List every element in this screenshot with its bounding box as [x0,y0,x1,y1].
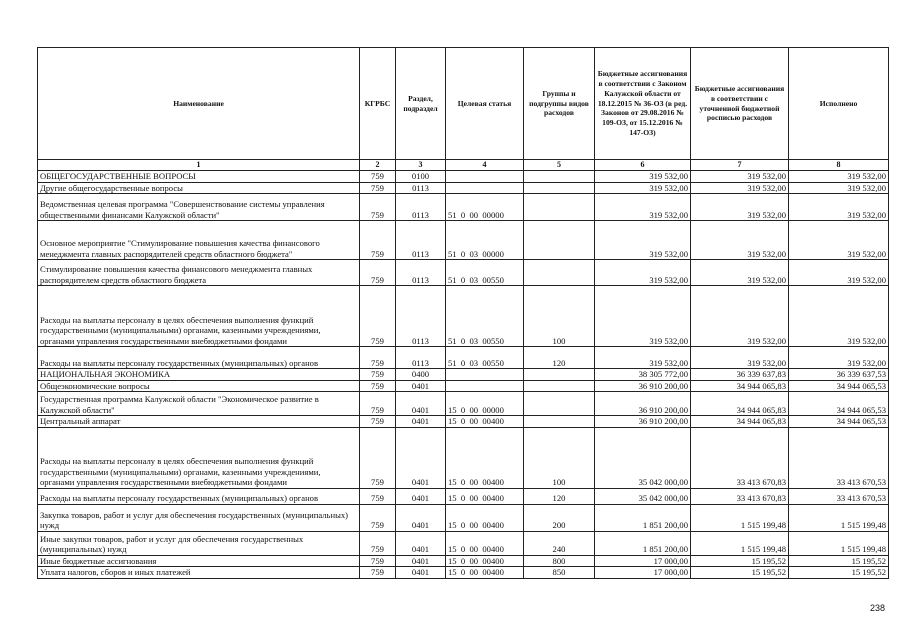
row-group [524,392,595,416]
column-number: 6 [595,160,691,171]
row-section: 0113 [396,260,446,286]
table-row [38,488,889,504]
table-row [38,347,889,369]
row-name: НАЦИОНАЛЬНАЯ ЭКОНОМИКА [38,369,360,381]
row-schedule-amount: 319 532,00 [691,171,789,183]
row-executed-amount: 319 532,00 [789,171,889,183]
row-schedule-amount: 319 532,00 [691,347,789,369]
row-schedule-amount: 319 532,00 [691,182,789,194]
row-target: 15 0 00 00400 [446,488,524,504]
row-law-amount: 319 532,00 [595,171,691,183]
row-law-amount: 38 305 772,00 [595,369,691,381]
row-section: 0401 [396,488,446,504]
row-kgrbs: 759 [360,260,396,286]
row-name: Другие общегосударственные вопросы [38,182,360,194]
header-section: Раздел, подраздел [396,48,446,160]
row-section: 0113 [396,194,446,221]
row-name: Расходы на выплаты персоналу в целях обеспечения выполнения функций государственными (муниципальными) органами, казенными учреждениями, органами управления государственными внебюджетными фондами [38,286,360,347]
row-section: 0113 [396,221,446,260]
row-executed-amount: 34 944 065,53 [789,380,889,392]
row-group: 200 [524,504,595,531]
row-executed-amount: 15 195,52 [789,567,889,579]
row-section: 0113 [396,182,446,194]
column-number: 7 [691,160,789,171]
row-target: 51 0 03 00550 [446,260,524,286]
row-executed-amount: 34 944 065,53 [789,392,889,416]
row-schedule-amount: 15 195,52 [691,567,789,579]
row-schedule-amount: 34 944 065,83 [691,416,789,428]
row-target [446,171,524,183]
row-kgrbs: 759 [360,392,396,416]
row-executed-amount: 319 532,00 [789,286,889,347]
row-group: 800 [524,555,595,567]
row-kgrbs: 759 [360,221,396,260]
row-group: 850 [524,567,595,579]
header-executed: Исполнено [789,48,889,160]
row-section: 0401 [396,531,446,555]
row-law-amount: 319 532,00 [595,347,691,369]
row-kgrbs: 759 [360,171,396,183]
row-group: 120 [524,488,595,504]
row-name: Общеэкономические вопросы [38,380,360,392]
row-section: 0400 [396,369,446,381]
row-schedule-amount: 1 515 199,48 [691,504,789,531]
row-executed-amount: 319 532,00 [789,347,889,369]
row-target: 15 0 00 00400 [446,427,524,488]
table-row [38,555,889,567]
row-name: Стимулирование повышения качества финансового менеджмента главных распорядителем средств областного бюджета [38,260,360,286]
row-schedule-amount: 319 532,00 [691,221,789,260]
column-number: 4 [446,160,524,171]
row-executed-amount: 36 339 637,53 [789,369,889,381]
table-row [38,416,889,428]
header-name: Наименование [38,48,360,160]
row-executed-amount: 319 532,00 [789,182,889,194]
row-section: 0113 [396,286,446,347]
header-groups: Группы и подгруппы видов расходов [524,48,595,160]
row-kgrbs: 759 [360,369,396,381]
row-schedule-amount: 33 413 670,83 [691,488,789,504]
row-law-amount: 319 532,00 [595,286,691,347]
row-name: Иные закупки товаров, работ и услуг для обеспечения государственных (муниципальных) нужд [38,531,360,555]
row-law-amount: 17 000,00 [595,567,691,579]
row-target: 51 0 03 00000 [446,221,524,260]
row-executed-amount: 319 532,00 [789,194,889,221]
row-target: 15 0 00 00400 [446,416,524,428]
row-law-amount: 36 910 200,00 [595,392,691,416]
row-law-amount: 35 042 000,00 [595,488,691,504]
row-section: 0401 [396,392,446,416]
row-law-amount: 36 910 200,00 [595,380,691,392]
column-number: 8 [789,160,889,171]
row-executed-amount: 1 515 199,48 [789,531,889,555]
row-group [524,182,595,194]
row-name: ОБЩЕГОСУДАРСТВЕННЫЕ ВОПРОСЫ [38,171,360,183]
row-section: 0401 [396,504,446,531]
table-row [38,369,889,381]
header-schedule-allocations: Бюджетные ассигнования в соответствии с уточненной бюджетной росписью расходов [691,48,789,160]
row-group: 240 [524,531,595,555]
row-group [524,194,595,221]
row-kgrbs: 759 [360,555,396,567]
row-executed-amount: 319 532,00 [789,260,889,286]
row-kgrbs: 759 [360,531,396,555]
table-row [38,504,889,531]
row-schedule-amount: 34 944 065,83 [691,392,789,416]
row-section: 0401 [396,380,446,392]
row-law-amount: 36 910 200,00 [595,416,691,428]
row-kgrbs: 759 [360,194,396,221]
row-schedule-amount: 319 532,00 [691,286,789,347]
row-target: 51 0 03 00550 [446,286,524,347]
row-name: Расходы на выплаты персоналу государственных (муниципальных) органов [38,488,360,504]
row-kgrbs: 759 [360,347,396,369]
row-name: Закупка товаров, работ и услуг для обеспечения государственных (муниципальных) нужд [38,504,360,531]
row-executed-amount: 319 532,00 [789,221,889,260]
row-law-amount: 319 532,00 [595,194,691,221]
row-target [446,380,524,392]
row-kgrbs: 759 [360,182,396,194]
row-name: Ведомственная целевая программа "Совершенствование системы управления общественными финансами Калужской области" [38,194,360,221]
column-number: 2 [360,160,396,171]
row-executed-amount: 1 515 199,48 [789,504,889,531]
row-target: 15 0 00 00000 [446,392,524,416]
row-target: 15 0 00 00400 [446,567,524,579]
row-target [446,369,524,381]
row-kgrbs: 759 [360,504,396,531]
row-executed-amount: 34 944 065,53 [789,416,889,428]
header-kgrbs: КГРБС [360,48,396,160]
table-row [38,531,889,555]
row-law-amount: 319 532,00 [595,221,691,260]
row-name: Основное мероприятие "Стимулирование повышения качества финансового менеджмента главных распорядителей средств областного бюджета" [38,221,360,260]
row-kgrbs: 759 [360,286,396,347]
table-row [38,567,889,579]
row-schedule-amount: 319 532,00 [691,260,789,286]
column-number: 3 [396,160,446,171]
row-group [524,369,595,381]
row-executed-amount: 33 413 670,53 [789,488,889,504]
row-group [524,380,595,392]
header-law-allocations: Бюджетные ассигнования в соответствии с Законом Калужской области от 18.12.2015 № 36-ОЗ (в ред. Законов от 29.08.2016 № 109-ОЗ, от 15.12.2016 № 147-ОЗ) [595,48,691,160]
row-name: Уплата налогов, сборов и иных платежей [38,567,360,579]
row-schedule-amount: 15 195,52 [691,555,789,567]
table-row [38,194,889,221]
row-kgrbs: 759 [360,488,396,504]
table-row [38,427,889,488]
row-law-amount: 1 851 200,00 [595,531,691,555]
row-kgrbs: 759 [360,380,396,392]
row-law-amount: 319 532,00 [595,260,691,286]
row-kgrbs: 759 [360,427,396,488]
table-row [38,221,889,260]
table-row [38,182,889,194]
row-kgrbs: 759 [360,567,396,579]
row-name: Иные бюджетные ассигнования [38,555,360,567]
row-target: 51 0 03 00550 [446,347,524,369]
row-target: 51 0 00 00000 [446,194,524,221]
row-section: 0401 [396,416,446,428]
table-row [38,171,889,183]
table-row [38,392,889,416]
row-group [524,221,595,260]
row-group: 100 [524,427,595,488]
row-schedule-amount: 36 339 637,83 [691,369,789,381]
row-group [524,416,595,428]
row-group: 120 [524,347,595,369]
row-name: Государственная программа Калужской области "Экономическое развитие в Калужской области" [38,392,360,416]
row-law-amount: 1 851 200,00 [595,504,691,531]
budget-table [37,47,889,579]
row-target: 15 0 00 00400 [446,531,524,555]
row-name: Центральный аппарат [38,416,360,428]
row-schedule-amount: 319 532,00 [691,194,789,221]
row-group [524,260,595,286]
table-row [38,286,889,347]
row-target [446,182,524,194]
column-number: 5 [524,160,595,171]
row-section: 0100 [396,171,446,183]
page-number: 238 [869,603,885,613]
row-executed-amount: 15 195,52 [789,555,889,567]
row-section: 0401 [396,567,446,579]
row-schedule-amount: 34 944 065,83 [691,380,789,392]
row-name: Расходы на выплаты персоналу в целях обеспечения выполнения функций государственными (муниципальными) органами, казенными учреждениями, органами управления государственными внебюджетными фондами [38,427,360,488]
header-target: Целевая статья [446,48,524,160]
row-schedule-amount: 1 515 199,48 [691,531,789,555]
row-kgrbs: 759 [360,416,396,428]
row-target: 15 0 00 00400 [446,555,524,567]
row-group [524,171,595,183]
row-law-amount: 35 042 000,00 [595,427,691,488]
table-row [38,380,889,392]
row-law-amount: 17 000,00 [595,555,691,567]
row-section: 0401 [396,427,446,488]
row-section: 0401 [396,555,446,567]
row-law-amount: 319 532,00 [595,182,691,194]
row-target: 15 0 00 00400 [446,504,524,531]
table-row [38,260,889,286]
row-schedule-amount: 33 413 670,83 [691,427,789,488]
row-executed-amount: 33 413 670,53 [789,427,889,488]
column-number: 1 [38,160,360,171]
row-group: 100 [524,286,595,347]
row-section: 0113 [396,347,446,369]
row-name: Расходы на выплаты персоналу государственных (муниципальных) органов [38,347,360,369]
